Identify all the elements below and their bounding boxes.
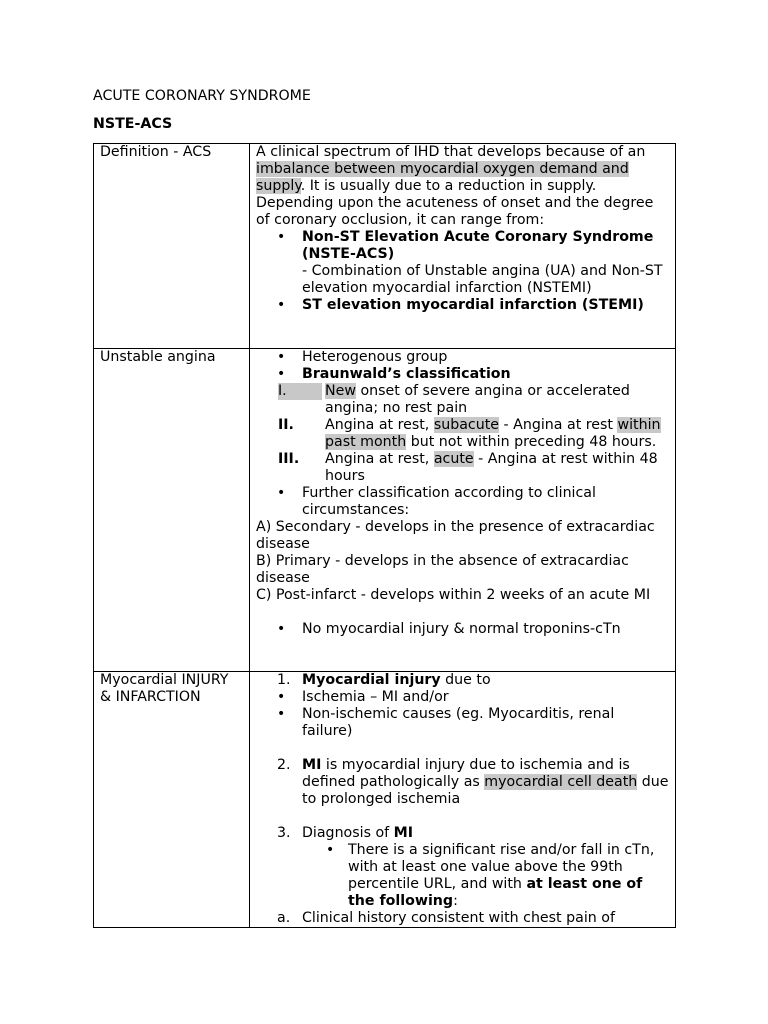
classification-item [256, 383, 669, 417]
stemi-title: ST elevation myocardial infarction (STEMI) [302, 297, 644, 313]
numbered-item [256, 672, 669, 689]
item-bold: MI [393, 825, 414, 841]
roman-marker: III. [278, 451, 300, 467]
row-content-injury-infarction [250, 672, 676, 928]
item-text: due to [440, 672, 491, 688]
item-text: Angina at rest, [325, 451, 434, 467]
bullet-text: Further classification according to clinical circumstances: [302, 485, 596, 518]
list-item [256, 229, 669, 297]
bullet-text: Non-ischemic causes (eg. Myocarditis, renal failure) [302, 706, 615, 739]
definition-text-a: A clinical spectrum of IHD that develops because of an [256, 144, 646, 160]
item-text: There is a significant rise and/or fall in cTn, with at least one value above the 99th percentile URL, and with [348, 842, 655, 892]
item-text: Clinical history consistent with chest pain of [302, 910, 615, 926]
highlight: subacute [433, 417, 500, 433]
spacer [256, 604, 669, 621]
numbered-item [256, 825, 669, 842]
number-marker: 1. [277, 672, 291, 688]
roman-marker: II. [278, 417, 294, 433]
list-item [256, 297, 669, 314]
nste-acs-title: Non-ST Elevation Acute Coronary Syndrome (NSTE-ACS) [302, 229, 654, 262]
classification-item [256, 417, 669, 451]
highlight: New [325, 383, 356, 399]
list-item [256, 349, 669, 366]
nste-acs-detail: - Combination of Unstable angina (UA) and Non-ST elevation myocardial infarction (NSTEMI) [302, 263, 663, 296]
table-row-unstable-angina [94, 349, 676, 672]
item-bold: at least one of the following [348, 876, 643, 909]
table-row-injury-infarction [94, 672, 676, 928]
row-content-unstable-angina [250, 349, 676, 672]
item-text: is myocardial injury due to ischemia and is defined pathologically as [302, 757, 630, 790]
numbered-item [256, 757, 669, 808]
highlight: within past month [325, 417, 661, 450]
roman-marker [278, 383, 322, 400]
item-text: - Angina at rest within 48 hours [325, 451, 658, 484]
letter-marker: a. [277, 910, 291, 926]
item-text: due to prolonged ischemia [302, 774, 669, 807]
list-item [256, 621, 669, 638]
row-label-definition: Definition - ACS [94, 144, 250, 349]
item-text: Diagnosis of [302, 825, 394, 841]
bullet-text: Heterogenous group [302, 349, 448, 365]
row-label-injury-infarction: Myocardial INJURY & INFARCTION [94, 672, 250, 928]
row-label-unstable-angina: Unstable angina [94, 349, 250, 672]
row-content-definition [250, 144, 676, 349]
spacer [256, 740, 669, 757]
list-item [256, 366, 669, 383]
secondary-text: A) Secondary - develops in the presence of extracardiac disease [256, 519, 655, 552]
section-subtitle: NSTE-ACS [93, 116, 173, 132]
page-title: ACUTE CORONARY SYNDROME [93, 88, 311, 104]
table-row-definition [94, 144, 676, 349]
post-infarct-text: C) Post-infarct - develops within 2 weeks of an acute MI [256, 587, 651, 603]
number-marker: 3. [277, 825, 291, 841]
item-text: Angina at rest, [325, 417, 434, 433]
item-text: - Angina at rest [499, 417, 618, 433]
definition-highlight: imbalance between myocardial oxygen demand and supply [256, 161, 629, 194]
classification-item [256, 451, 669, 485]
item-text: onset of severe angina or accelerated angina; no rest pain [325, 383, 630, 416]
definition-text [256, 144, 669, 229]
item-bold: Myocardial injury [302, 672, 441, 688]
highlight: myocardial cell death [484, 774, 638, 790]
bullet-text: No myocardial injury & normal troponins-cTn [302, 621, 621, 637]
list-item [256, 842, 669, 910]
item-text: but not within preceding 48 hours. [406, 434, 657, 450]
list-item [256, 689, 669, 706]
acs-table [93, 143, 676, 928]
spacer [256, 808, 669, 825]
lettered-item [256, 910, 669, 927]
primary-text: B) Primary - develops in the absence of extracardiac disease [256, 553, 629, 586]
bullet-text: Ischemia – MI and/or [302, 689, 449, 705]
bullet-text: Braunwald’s classification [302, 366, 511, 382]
number-marker: 2. [277, 757, 291, 773]
list-item [256, 485, 669, 519]
roman-marker-text: I. [278, 383, 322, 400]
item-bold: MI [302, 757, 322, 773]
list-item [256, 706, 669, 740]
highlight: acute [433, 451, 474, 467]
item-text: : [453, 893, 458, 909]
definition-text-b: . It is usually due to a reduction in supply. Depending upon the acuteness of onset and the degree of coronary occlusion, it can range from: [256, 178, 654, 228]
